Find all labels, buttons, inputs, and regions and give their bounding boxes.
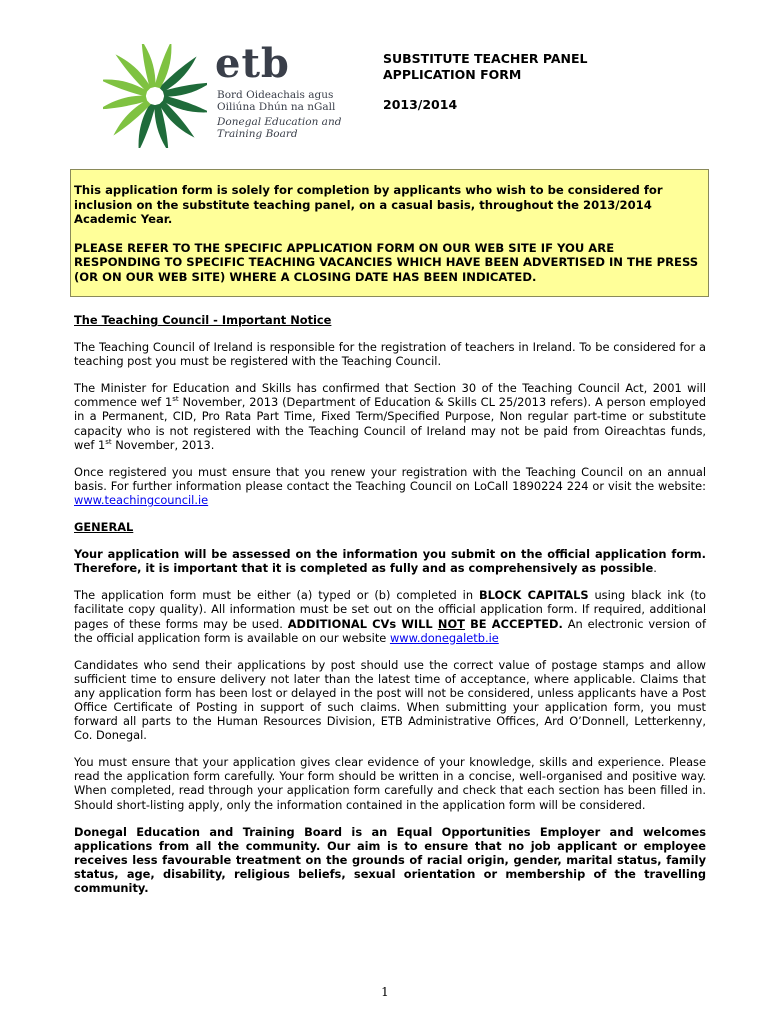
tc-para2-sup-1: st <box>172 395 179 404</box>
tc-para2-part-c: November, 2013. <box>111 437 215 452</box>
general-para-1 <box>74 547 706 575</box>
etb-logo-swirl-icon <box>103 44 207 148</box>
general-heading: GENERAL <box>74 520 134 535</box>
general-para-2 <box>74 588 706 644</box>
general-para1-end: . <box>653 561 657 576</box>
general-para2-cv-notice: ADDITIONAL CVs WILL <box>287 616 438 631</box>
teaching-council-heading: The Teaching Council - Important Notice <box>74 313 332 327</box>
logo-english-line-1: Donegal Education and <box>217 116 342 128</box>
general-para-3: Candidates who send their applications by post should use the correct value of postage stamps and allow sufficient time to ensure delivery not later than the latest time of acceptance, where applicable. Claims that any application form has been lost or delayed in the post will not be considered, unless applicants have a Post Office Certificate of Posting in support of such claims. When submitting your application form, you must forward all parts to the Human Resources Division, ETB Administrative Offices, Ard O’Donnell, Letterkenny, Co. Donegal. <box>74 657 706 743</box>
general-para2-not: NOT <box>437 616 465 631</box>
main-content <box>74 313 706 908</box>
title-year: 2013/2014 <box>383 97 458 112</box>
teaching-council-para-2 <box>74 381 706 451</box>
teaching-council-para-1: The Teaching Council of Ireland is responsible for the registration of teachers in Ireland. To be considered for a teaching post you must be registered with the Teaching Council. <box>74 340 706 369</box>
equal-opportunities-statement: Donegal Education and Training Board is an Equal Opportunities Employer and welcomes applications from all the community. Our aim is to ensure that no job applicant or employee receives less favourable treatment on the grounds of racial origin, gender, marital status, family status, age, disability, religious beliefs, sexual orientation or membership of the travelling community. <box>74 824 706 895</box>
teaching-council-link[interactable]: www.teachingcouncil.ie <box>74 492 209 507</box>
notice-paragraph-2: PLEASE REFER TO THE SPECIFIC APPLICATION FORM ON OUR WEB SITE IF YOU ARE RESPONDING TO SPECIFIC TEACHING VACANCIES WHICH HAVE BEEN ADVERTISED IN THE PRESS (OR ON OUR WEB SITE) WHERE A CLOSING DATE HAS BEEN INDICATED. <box>74 240 699 284</box>
general-para2-c: An electronic version of the official application form is available on our website <box>74 616 706 645</box>
logo-irish-line-1: Bord Oideachais agus <box>217 89 334 101</box>
tc-para3-text: Once registered you must ensure that you renew your registration with the Teaching Council on an annual basis. For further information please contact the Teaching Council on LoCall 1890224 224 or visit the website: <box>74 464 706 493</box>
page-number: 1 <box>381 985 389 999</box>
general-para1-bold: Your application will be assessed on the information you submit on the official application form. Therefore, it is important that it is completed as fully and as comprehensively as possible <box>74 547 706 576</box>
donegaletb-link[interactable]: www.donegaletb.ie <box>389 630 499 645</box>
tc-para2-part-b: November, 2013 (Department of Education & Skills CL 25/2013 refers). A person employed in a Permanent, CID, Pro Rata Part Time, Fixed Term/Specified Purpose, Non regular part-time or substitute capacity who is not registered with the Teaching Council of Ireland may not be paid from Oireachtas funds, wef 1 <box>74 395 706 452</box>
document-title <box>383 51 588 113</box>
general-para2-a: The application form must be either (a) typed or (b) completed in <box>74 588 479 603</box>
general-para2-b: using black ink (to facilitate copy quality). All information must be set out on the official application form. If required, additional pages of these forms may be used. <box>74 588 706 631</box>
highlight-notice-box <box>70 169 709 297</box>
page-header <box>0 0 770 165</box>
tc-para2-sup-2: st <box>105 437 112 446</box>
tc-para2-part-a: The Minister for Education and Skills has confirmed that Section 30 of the Teaching Council Act, 2001 will commence wef 1 <box>74 381 706 410</box>
title-line-1: SUBSTITUTE TEACHER PANEL <box>383 51 588 66</box>
logo-irish-line-2: Oiliúna Dhún na nGall <box>217 101 336 113</box>
logo-wordmark: etb <box>215 40 290 87</box>
general-para2-accepted: BE ACCEPTED. <box>464 616 563 631</box>
title-line-2: APPLICATION FORM <box>383 67 522 82</box>
general-para2-block-capitals: BLOCK CAPITALS <box>478 588 589 603</box>
teaching-council-para-3 <box>74 465 706 507</box>
general-para-4: You must ensure that your application gives clear evidence of your knowledge, skills and experience. Please read the application form carefully. Your form should be written in a concise, well-organised and positive way. When completed, read through your application form carefully and check that each section has been filled in. Should short-listing apply, only the information contained in the application form will be considered. <box>74 755 706 812</box>
notice-paragraph-1: This application form is solely for completion by applicants who wish to be considered for inclusion on the substitute teaching panel, on a casual basis, throughout the 2013/2014 Academic Year. <box>74 183 663 227</box>
logo-english-line-2: Training Board <box>217 128 298 140</box>
